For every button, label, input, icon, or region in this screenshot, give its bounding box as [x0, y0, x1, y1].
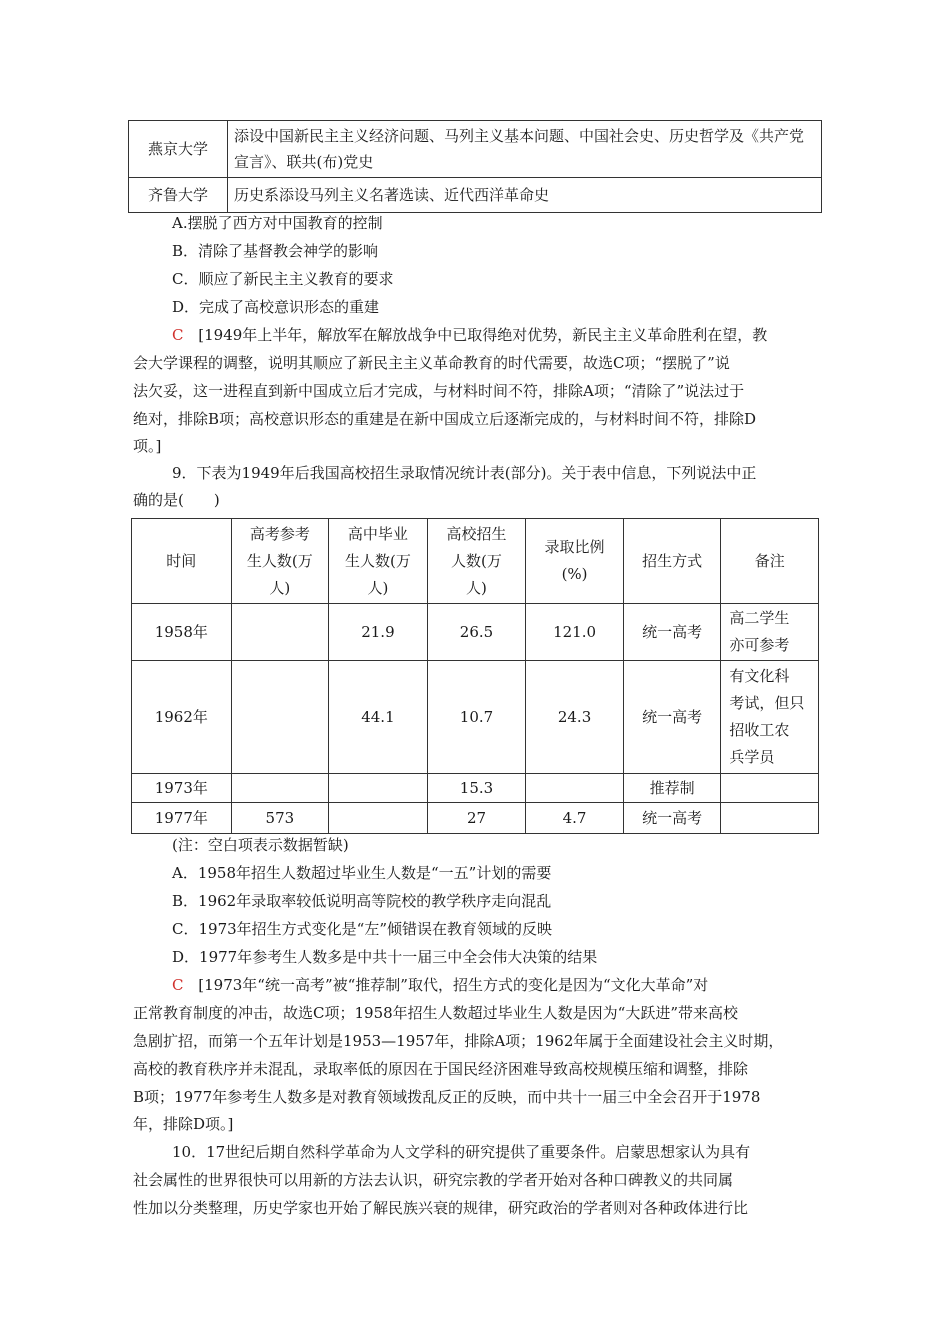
- ratio-cell: 4.7: [526, 803, 624, 834]
- q8-answer: C: [172, 326, 184, 344]
- enrolled-cell: 10.7: [427, 661, 526, 774]
- table-row: [132, 803, 819, 834]
- header-cell: 高考参考 生人数(万 人): [231, 519, 329, 604]
- year-cell: 1958年: [132, 604, 232, 661]
- q9-table-note: (注：空白项表示数据暂缺): [172, 836, 349, 854]
- curriculum-desc-cell: 历史系添设马列主义名著选读、近代西洋革命史: [228, 178, 822, 213]
- examinees-cell: [231, 604, 329, 661]
- examinees-cell: 573: [231, 803, 329, 834]
- note-cell: 有文化科 考试，但只 招收工农 兵学员: [721, 661, 819, 774]
- q10-stem-line: 社会属性的世界很快可以用新的方法去认识，研究宗教的学者开始对各种口碑教义的共同属: [133, 1171, 734, 1189]
- note-cell: 高二学生 亦可参考: [721, 604, 819, 661]
- enrolled-cell: 15.3: [427, 774, 526, 803]
- enrolled-cell: 26.5: [427, 604, 526, 661]
- university-name-cell: 燕京大学: [129, 121, 228, 178]
- q9-option-a: A．1958年招生人数超过毕业生人数是“一五”计划的需要: [172, 864, 552, 882]
- q8-explanation-line: 会大学课程的调整，说明其顺应了新民主主义革命教育的时代需要，故选C项；“摆脱了”说: [133, 354, 730, 372]
- q9-explanation-line: 急剧扩招，而第一个五年计划是1953—1957年，排除A项；1962年属于全面建设社会主义时期，: [133, 1032, 784, 1050]
- header-cell: 时间: [132, 519, 232, 604]
- examinees-cell: [231, 661, 329, 774]
- ratio-cell: 121.0: [526, 604, 624, 661]
- method-cell: 统一高考: [623, 604, 721, 661]
- graduates-cell: 44.1: [329, 661, 428, 774]
- header-cell: 备注: [721, 519, 819, 604]
- examinees-cell: [231, 774, 329, 803]
- q8-option-b: B．清除了基督教会神学的影响: [172, 242, 379, 260]
- method-cell: 统一高考: [623, 661, 721, 774]
- q8-explanation-line: 项。]: [133, 437, 162, 455]
- q9-option-c: C．1973年招生方式变化是“左”倾错误在教育领域的反映: [172, 920, 552, 938]
- method-cell: 统一高考: [623, 803, 721, 834]
- year-cell: 1977年: [132, 803, 232, 834]
- table-row: [132, 774, 819, 803]
- header-cell: 录取比例 (%): [526, 519, 624, 604]
- table-row: [129, 178, 822, 213]
- table-row: [129, 121, 822, 178]
- q8-option-d: D．完成了高校意识形态的重建: [172, 298, 380, 316]
- header-cell: 高校招生 人数(万 人): [427, 519, 526, 604]
- ratio-cell: [526, 774, 624, 803]
- graduates-cell: [329, 774, 428, 803]
- q9-answer: C: [172, 976, 184, 994]
- q9-explanation-line: B项；1977年参考生人数多是对教育领域拨乱反正的反映，而中共十一届三中全会召开于1978: [133, 1088, 761, 1106]
- method-cell: 推荐制: [623, 774, 721, 803]
- enrolled-cell: 27: [427, 803, 526, 834]
- header-cell: 高中毕业 生人数(万 人): [329, 519, 428, 604]
- curriculum-desc-cell: 添设中国新民主主义经济问题、马列主义基本问题、中国社会史、历史哲学及《共产党宣言》、联共(布)党史: [228, 121, 822, 178]
- university-curriculum-table: [128, 120, 822, 213]
- university-name-cell: 齐鲁大学: [129, 178, 228, 213]
- note-cell: [721, 803, 819, 834]
- q8-explanation-line: 绝对，排除B项；高校意识形态的重建是在新中国成立后逐渐完成的，与材料时间不符，排除D: [133, 410, 757, 428]
- q8-explanation-line: 法欠妥，这一进程直到新中国成立后才完成，与材料时间不符，排除A项；“清除了”说法过于: [133, 382, 745, 400]
- note-cell: [721, 774, 819, 803]
- q9-option-d: D．1977年参考生人数多是中共十一届三中全会伟大决策的结果: [172, 948, 598, 966]
- table-header-row: [132, 519, 819, 604]
- admissions-stats-table: [131, 518, 819, 834]
- q9-explanation-line: 年，排除D项。]: [133, 1115, 234, 1133]
- q9-option-b: B．1962年录取率较低说明高等院校的教学秩序走向混乱: [172, 892, 552, 910]
- q9-stem-line: 9．下表为1949年后我国高校招生录取情况统计表(部分)。关于表中信息，下列说法中正: [172, 464, 757, 482]
- q8-option-a: A.摆脱了西方对中国教育的控制: [172, 214, 383, 232]
- q9-explanation-line: 正常教育制度的冲击，故选C项；1958年招生人数超过毕业生人数是因为“大跃进”带来高校: [133, 1004, 738, 1022]
- graduates-cell: 21.9: [329, 604, 428, 661]
- ratio-cell: 24.3: [526, 661, 624, 774]
- q8-option-c: C．顺应了新民主主义教育的要求: [172, 270, 394, 288]
- graduates-cell: [329, 803, 428, 834]
- year-cell: 1973年: [132, 774, 232, 803]
- table-row: [132, 661, 819, 774]
- table-row: [132, 604, 819, 661]
- q9-explanation-line: C [1973年“统一高考”被“推荐制”取代，招生方式的变化是因为“文化大革命”对: [172, 976, 709, 994]
- q9-explanation-line: 高校的教育秩序并未混乱，录取率低的原因在于国民经济困难导致高校规模压缩和调整，排除: [133, 1060, 749, 1078]
- header-cell: 招生方式: [623, 519, 721, 604]
- q8-explanation-line: C [1949年上半年，解放军在解放战争中已取得绝对优势，新民主主义革命胜利在望，教: [172, 326, 768, 344]
- year-cell: 1962年: [132, 661, 232, 774]
- q10-stem-line: 10．17世纪后期自然科学革命为人文学科的研究提供了重要条件。启蒙思想家认为具有: [172, 1143, 751, 1161]
- q10-stem-line: 性加以分类整理，历史学家也开始了解民族兴衰的规律，研究政治的学者则对各种政体进行比: [133, 1199, 749, 1217]
- q9-stem-line: 确的是( ): [133, 491, 220, 509]
